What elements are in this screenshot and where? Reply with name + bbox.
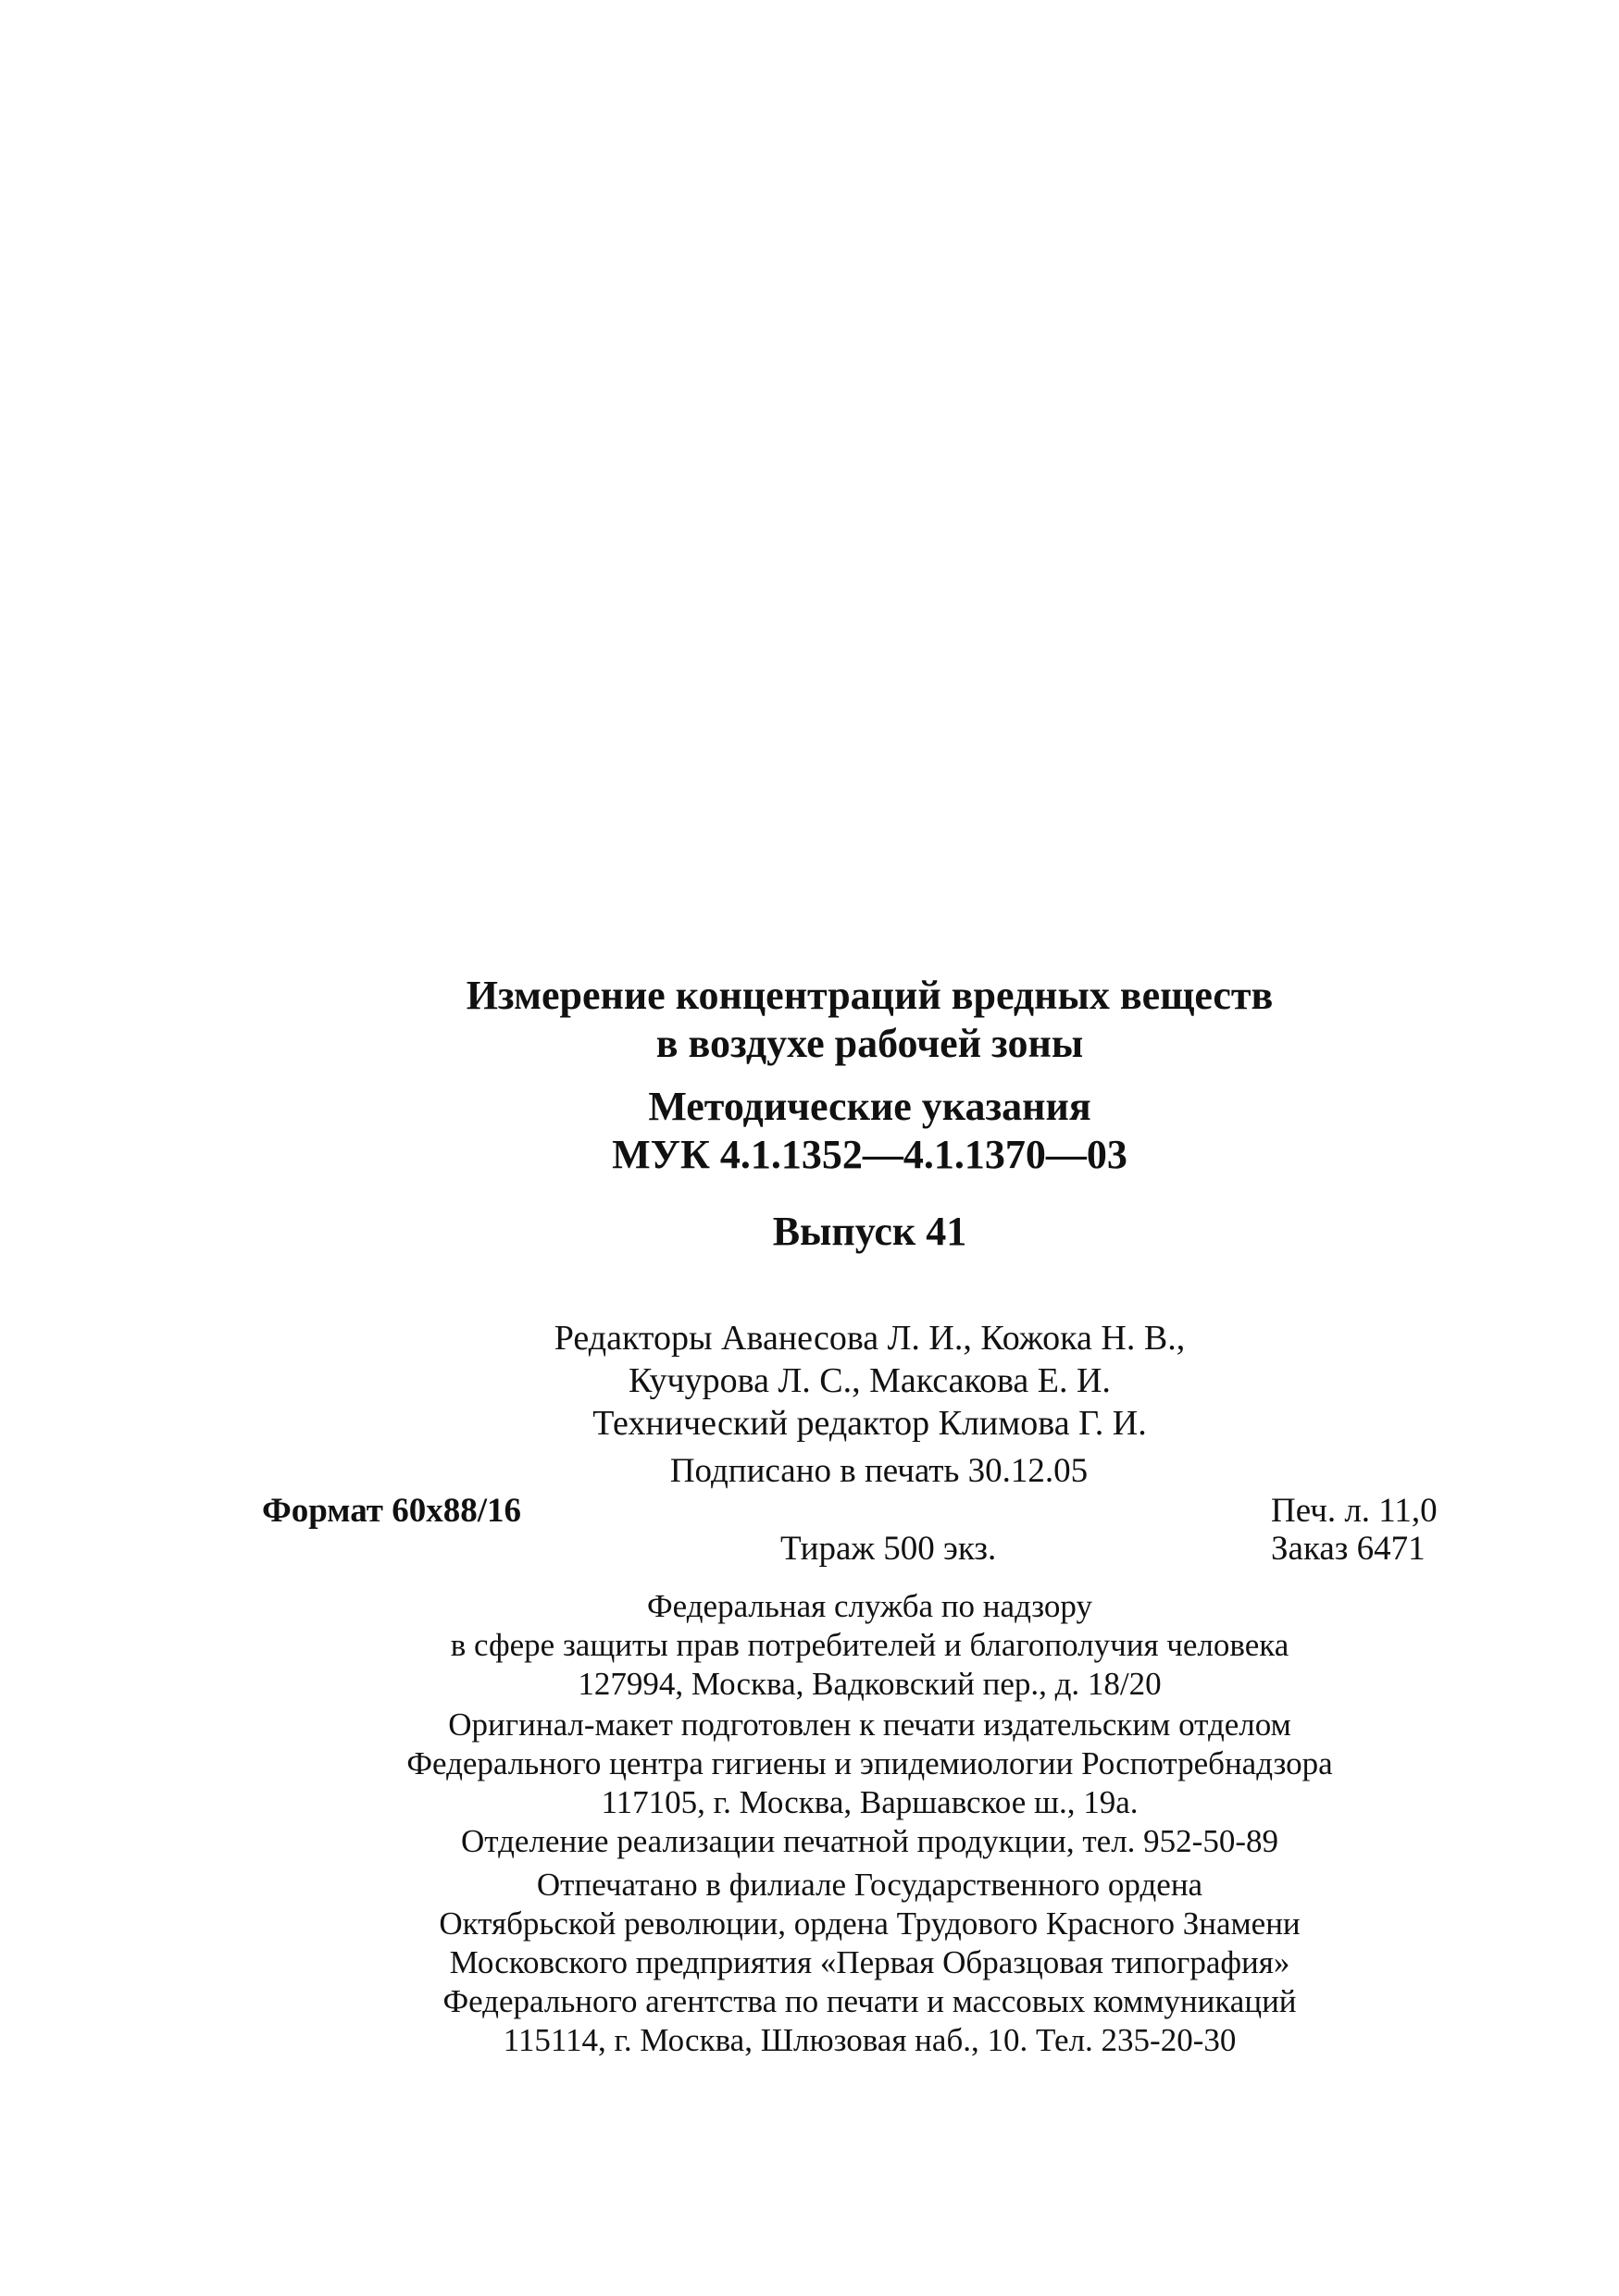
publisher-info [0, 1587, 1619, 1704]
printed-address: 115114, г. Москва, Шлюзовая наб., 10. Тел. 235-20-30 [503, 2022, 1237, 2058]
prepared-line-2: Федерального центра гигиены и эпидемиологии Роспотребнадзора [406, 1745, 1333, 1781]
sales-department: Отделение реализации печатной продукции, тел. 952-50-89 [461, 1823, 1278, 1859]
signed-to-print: Подписано в печать 30.12.05 [669, 1452, 1089, 1490]
technical-editor: Технический редактор Климова Г. И. [592, 1404, 1147, 1443]
printing-house-info [0, 1866, 1619, 2060]
title-line-2: в воздухе рабочей зоны [655, 1021, 1084, 1066]
publisher-line-2: в сфере защиты прав потребителей и благополучия человека [450, 1627, 1289, 1663]
order-number: Заказ 6471 [1271, 1530, 1426, 1568]
printed-line-4: Федерального агентства по печати и массовых коммуникаций [442, 1983, 1297, 2019]
doc-type-line-1: Методические указания [648, 1084, 1091, 1129]
editors-line-2: Кучурова Л. С., Максакова Е. И. [629, 1361, 1111, 1400]
print-format: Формат 60x88/16 [262, 1492, 521, 1530]
publisher-address: 127994, Москва, Вадковский пер., д. 18/20 [578, 1666, 1162, 1702]
issue-label: Выпуск 41 [772, 1209, 967, 1254]
editors-credits [0, 1317, 1619, 1445]
document-title [0, 972, 1619, 1068]
issue-number [0, 1208, 1619, 1256]
printed-sheets: Печ. л. 11,0 [1271, 1492, 1438, 1530]
document-type [0, 1083, 1619, 1179]
printed-line-3: Московского предприятия «Первая Образцовая типография» [449, 1944, 1290, 1980]
title-line-1: Измерение концентраций вредных веществ [466, 973, 1274, 1018]
printed-line-1: Отпечатано в филиале Государственного ордена [536, 1867, 1203, 1903]
layout-prepared-info [0, 1706, 1619, 1861]
doc-type-code: МУК 4.1.1352—4.1.1370—03 [612, 1132, 1127, 1177]
print-run: Тираж 500 экз. [780, 1530, 997, 1568]
prepared-address: 117105, г. Москва, Варшавское ш., 19а. [601, 1784, 1139, 1820]
publisher-line-1: Федеральная служба по надзору [647, 1588, 1092, 1624]
prepared-line-1: Оригинал-макет подготовлен к печати издательским отделом [448, 1706, 1291, 1743]
editors-line-1: Редакторы Аванесова Л. И., Кожока Н. В., [554, 1319, 1186, 1358]
printed-line-2: Октябрьской революции, ордена Трудового Красного Знамени [439, 1905, 1301, 1942]
